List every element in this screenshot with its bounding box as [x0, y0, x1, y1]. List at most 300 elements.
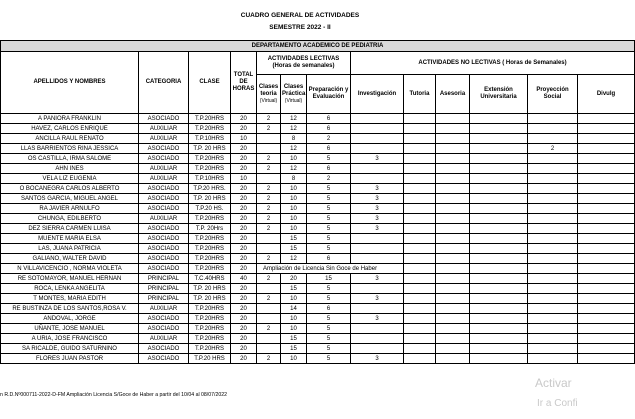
cell-preparacion: 5	[307, 184, 351, 194]
table-row	[1, 244, 635, 254]
cell-proyeccion	[528, 324, 578, 334]
cell-asesoria	[436, 254, 470, 264]
cell-total: 20	[231, 204, 257, 214]
header-proyeccion: Proyección Social	[528, 75, 578, 114]
cell-category: ASOCIADO	[139, 114, 189, 124]
table-row	[1, 314, 635, 324]
cell-name: GALIANO, WALTER DAVID	[1, 254, 139, 264]
cell-category: ASOCIADO	[139, 194, 189, 204]
cell-practica: 10	[281, 154, 307, 164]
cell-tutoria	[404, 194, 436, 204]
cell-preparacion: 5	[307, 284, 351, 294]
cell-proyeccion	[528, 204, 578, 214]
cell-investigacion: 3	[351, 184, 404, 194]
table-row	[1, 334, 635, 344]
cell-teoria: 2	[257, 354, 281, 364]
cell-category: ASOCIADO	[139, 184, 189, 194]
cell-teoria: 2	[257, 164, 281, 174]
cell-category: AUXILIAR	[139, 134, 189, 144]
table-row	[1, 304, 635, 314]
header-divulgacion: Divulg	[578, 75, 635, 114]
header-asesoria: Asesoria	[436, 75, 470, 114]
cell-proyeccion	[528, 294, 578, 304]
cell-asesoria	[436, 324, 470, 334]
cell-extension	[470, 184, 528, 194]
cell-class: T.P.20 HRS	[189, 354, 231, 364]
cell-extension	[470, 114, 528, 124]
cell-class: T.P. 20 HRS	[189, 294, 231, 304]
cell-asesoria	[436, 164, 470, 174]
header-total-hours: TOTAL DE HORAS	[231, 52, 257, 114]
document-title: CUADRO GENERAL DE ACTIVIDADES	[240, 12, 360, 19]
cell-category: PRINCIPAL	[139, 294, 189, 304]
cell-proyeccion	[528, 154, 578, 164]
footnote: n R.D.Nº000711-2022-D-FM Ampliación Licencia S/Goce de Haber a partir del 10/04 al 08/07/2022	[0, 392, 228, 398]
cell-preparacion: 5	[307, 244, 351, 254]
cell-category: AUXILIAR	[139, 214, 189, 224]
cell-class: T.P.10HRS	[189, 134, 231, 144]
cell-name: ANDOVAL, JORGE	[1, 314, 139, 324]
cell-preparacion: 5	[307, 194, 351, 204]
cell-asesoria	[436, 244, 470, 254]
cell-teoria: 2	[257, 194, 281, 204]
cell-tutoria	[404, 244, 436, 254]
cell-extension	[470, 354, 528, 364]
cell-investigacion	[351, 164, 404, 174]
cell-practica: 10	[281, 294, 307, 304]
cell-proyeccion	[528, 214, 578, 224]
cell-practica: 15	[281, 334, 307, 344]
cell-total: 20	[231, 354, 257, 364]
table-row	[1, 154, 635, 164]
cell-tutoria	[404, 274, 436, 284]
cell-total: 40	[231, 274, 257, 284]
cell-total: 20	[231, 244, 257, 254]
cell-extension	[470, 164, 528, 174]
cell-class: T.P.20HRS	[189, 344, 231, 354]
cell-preparacion: 5	[307, 224, 351, 234]
cell-practica: 15	[281, 244, 307, 254]
cell-preparacion: 6	[307, 304, 351, 314]
cell-proyeccion	[528, 314, 578, 324]
activities-table	[0, 40, 635, 364]
cell-investigacion	[351, 344, 404, 354]
cell-tutoria	[404, 324, 436, 334]
cell-proyeccion	[528, 284, 578, 294]
table-row	[1, 344, 635, 354]
cell-teoria	[257, 244, 281, 254]
cell-asesoria	[436, 194, 470, 204]
cell-proyeccion	[528, 354, 578, 364]
cell-teoria	[257, 314, 281, 324]
cell-investigacion: 3	[351, 194, 404, 204]
cell-total: 20	[231, 254, 257, 264]
cell-class: T.P.20 HRS.	[189, 184, 231, 194]
cell-divulgacion	[578, 294, 635, 304]
cell-tutoria	[404, 154, 436, 164]
cell-tutoria	[404, 164, 436, 174]
cell-name: LAS, JUANA PATRICIA	[1, 244, 139, 254]
cell-total: 20	[231, 124, 257, 134]
cell-proyeccion	[528, 164, 578, 174]
cell-preparacion: 6	[307, 254, 351, 264]
cell-category: PRINCIPAL	[139, 274, 189, 284]
header-clases-practica: Clases Práctica (Virtual)	[281, 75, 307, 114]
header-lectivas: ACTIVIDADES LECTIVAS (Horas de semanales)	[257, 52, 351, 75]
cell-extension	[470, 314, 528, 324]
cell-name: AHN INES	[1, 164, 139, 174]
cell-name: T MONTES, MARIA EDITH	[1, 294, 139, 304]
cell-name: MUENTE MARIA ELSA	[1, 234, 139, 244]
cell-proyeccion	[528, 264, 578, 274]
cell-divulgacion	[578, 314, 635, 324]
cell-name: RE SOTOMAYOR, MANUEL HERNAN	[1, 274, 139, 284]
header-investigacion: Investigación	[351, 75, 404, 114]
cell-name: SA RICALDE, GUIDO SATURNINO	[1, 344, 139, 354]
table-row	[1, 274, 635, 284]
cell-total: 20	[231, 234, 257, 244]
cell-total: 20	[231, 214, 257, 224]
cell-practica: 12	[281, 164, 307, 174]
cell-divulgacion	[578, 304, 635, 314]
header-tutoria: Tutoria	[404, 75, 436, 114]
cell-teoria: 2	[257, 184, 281, 194]
table-row	[1, 124, 635, 134]
cell-preparacion: 6	[307, 124, 351, 134]
cell-teoria	[257, 174, 281, 184]
table-row	[1, 264, 635, 274]
cell-investigacion	[351, 254, 404, 264]
cell-practica: 12	[281, 114, 307, 124]
cell-category: ASOCIADO	[139, 354, 189, 364]
cell-class: T.P.20HRS	[189, 324, 231, 334]
cell-teoria	[257, 334, 281, 344]
cell-tutoria	[404, 114, 436, 124]
cell-proyeccion	[528, 234, 578, 244]
cell-name: O BOCANEGRA CARLOS ALBERTO	[1, 184, 139, 194]
header-clases-teoria: Clases teoria (Virtual)	[257, 75, 281, 114]
cell-tutoria	[404, 354, 436, 364]
cell-name: LLAS BARRIENTOS RINA JESSICA	[1, 144, 139, 154]
cell-total: 20	[231, 304, 257, 314]
cell-tutoria	[404, 264, 436, 274]
cell-investigacion: 3	[351, 224, 404, 234]
cell-asesoria	[436, 184, 470, 194]
cell-practica: 15	[281, 284, 307, 294]
cell-class: T.P. 20 HRS	[189, 194, 231, 204]
cell-divulgacion	[578, 344, 635, 354]
cell-investigacion	[351, 334, 404, 344]
cell-total: 20	[231, 324, 257, 334]
cell-tutoria	[404, 124, 436, 134]
cell-preparacion: 5	[307, 334, 351, 344]
cell-divulgacion	[578, 264, 635, 274]
cell-practica: 8	[281, 134, 307, 144]
table-row	[1, 134, 635, 144]
cell-investigacion: 3	[351, 314, 404, 324]
cell-investigacion	[351, 134, 404, 144]
cell-extension	[470, 244, 528, 254]
cell-investigacion	[351, 284, 404, 294]
cell-teoria: 2	[257, 254, 281, 264]
activation-watermark-sub: Ir a Confi	[537, 398, 578, 409]
cell-investigacion	[351, 234, 404, 244]
cell-practica: 10	[281, 224, 307, 234]
cell-divulgacion	[578, 284, 635, 294]
cell-category: ASOCIADO	[139, 154, 189, 164]
cell-practica: 10	[281, 204, 307, 214]
cell-asesoria	[436, 224, 470, 234]
cell-asesoria	[436, 214, 470, 224]
table-row	[1, 214, 635, 224]
cell-category: PRINCIPAL	[139, 284, 189, 294]
cell-category: ASOCIADO	[139, 204, 189, 214]
cell-category: AUXILIAR	[139, 174, 189, 184]
cell-investigacion	[351, 304, 404, 314]
cell-preparacion: 15	[307, 274, 351, 284]
cell-preparacion: 2	[307, 174, 351, 184]
cell-practica: 10	[281, 324, 307, 334]
cell-tutoria	[404, 344, 436, 354]
cell-class: T.P.20HRS	[189, 244, 231, 254]
cell-investigacion	[351, 244, 404, 254]
cell-category: ASOCIADO	[139, 234, 189, 244]
cell-asesoria	[436, 134, 470, 144]
cell-total: 20	[231, 314, 257, 324]
cell-asesoria	[436, 204, 470, 214]
cell-extension	[470, 124, 528, 134]
cell-class: T.P.20HRS	[189, 304, 231, 314]
department-header: DEPARTAMENTO ACADEMICO DE PEDIATRIA	[1, 41, 635, 52]
cell-practica: 14	[281, 304, 307, 314]
table-row	[1, 284, 635, 294]
cell-teoria: 2	[257, 274, 281, 284]
cell-class: T.P. 20 HRS	[189, 144, 231, 154]
cell-extension	[470, 204, 528, 214]
cell-investigacion: 3	[351, 354, 404, 364]
cell-divulgacion	[578, 114, 635, 124]
cell-total: 20	[231, 144, 257, 154]
cell-teoria: 2	[257, 324, 281, 334]
cell-asesoria	[436, 124, 470, 134]
cell-category: ASOCIADO	[139, 254, 189, 264]
cell-extension	[470, 154, 528, 164]
cell-class: T.P.20HRS	[189, 264, 231, 274]
cell-preparacion: 5	[307, 314, 351, 324]
cell-teoria: 2	[257, 204, 281, 214]
header-class: CLASE	[189, 52, 231, 114]
cell-extension	[470, 274, 528, 284]
cell-category: ASOCIADO	[139, 314, 189, 324]
cell-preparacion: 5	[307, 204, 351, 214]
cell-teoria	[257, 144, 281, 154]
cell-proyeccion: 2	[528, 144, 578, 154]
cell-class: T.P.20 HS.	[189, 204, 231, 214]
cell-practica: 20	[281, 274, 307, 284]
cell-teoria: 2	[257, 294, 281, 304]
cell-tutoria	[404, 204, 436, 214]
cell-asesoria	[436, 264, 470, 274]
cell-total: 20	[231, 264, 257, 274]
cell-investigacion: 3	[351, 154, 404, 164]
cell-name: FLORES JUAN PASTOR	[1, 354, 139, 364]
header-preparacion: Preparación y Evaluación	[307, 75, 351, 114]
cell-category: ASOCIADO	[139, 224, 189, 234]
cell-preparacion: 2	[307, 134, 351, 144]
cell-proyeccion	[528, 274, 578, 284]
cell-extension	[470, 134, 528, 144]
cell-proyeccion	[528, 334, 578, 344]
cell-teoria: 2	[257, 224, 281, 234]
cell-teoria	[257, 284, 281, 294]
cell-preparacion: 5	[307, 214, 351, 224]
cell-class: T.P.20HRS	[189, 124, 231, 134]
cell-category: AUXILIAR	[139, 334, 189, 344]
cell-practica: 8	[281, 174, 307, 184]
cell-name: VELA LIZ EUGENIA	[1, 174, 139, 184]
cell-name: UÑANTE, JOSE MANUEL	[1, 324, 139, 334]
cell-proyeccion	[528, 304, 578, 314]
cell-extension	[470, 264, 528, 274]
cell-practica: 10	[281, 314, 307, 324]
cell-divulgacion	[578, 204, 635, 214]
cell-asesoria	[436, 334, 470, 344]
cell-total: 20	[231, 194, 257, 204]
cell-tutoria	[404, 304, 436, 314]
cell-category: AUXILIAR	[139, 124, 189, 134]
cell-teoria	[257, 344, 281, 354]
cell-investigacion: 3	[351, 204, 404, 214]
cell-tutoria	[404, 174, 436, 184]
cell-divulgacion	[578, 354, 635, 364]
cell-asesoria	[436, 114, 470, 124]
cell-investigacion	[351, 144, 404, 154]
cell-total: 20	[231, 164, 257, 174]
table-row	[1, 234, 635, 244]
cell-class: T.P. 20 HRS	[189, 284, 231, 294]
cell-tutoria	[404, 144, 436, 154]
cell-name: SANTOS GARCIA, MIGUEL ANGEL	[1, 194, 139, 204]
cell-tutoria	[404, 254, 436, 264]
cell-extension	[470, 174, 528, 184]
cell-divulgacion	[578, 184, 635, 194]
cell-investigacion: 3	[351, 274, 404, 284]
cell-tutoria	[404, 224, 436, 234]
cell-name: HAVEZ, CARLOS ENRIQUE	[1, 124, 139, 134]
cell-practica: 15	[281, 234, 307, 244]
cell-divulgacion	[578, 194, 635, 204]
cell-total: 20	[231, 184, 257, 194]
cell-proyeccion	[528, 254, 578, 264]
activation-watermark: Activar	[535, 376, 572, 390]
cell-preparacion: 6	[307, 114, 351, 124]
cell-asesoria	[436, 344, 470, 354]
cell-asesoria	[436, 354, 470, 364]
cell-teoria: 2	[257, 114, 281, 124]
cell-class: T.P.10HRS	[189, 174, 231, 184]
table-row	[1, 254, 635, 264]
cell-name: A URIA, JOSE FRANCISCO	[1, 334, 139, 344]
cell-extension	[470, 344, 528, 354]
cell-teoria	[257, 234, 281, 244]
cell-preparacion: 5	[307, 354, 351, 364]
cell-practica: 12	[281, 254, 307, 264]
cell-divulgacion	[578, 164, 635, 174]
cell-teoria: 2	[257, 124, 281, 134]
cell-category: AUXILIAR	[139, 304, 189, 314]
cell-proyeccion	[528, 134, 578, 144]
cell-proyeccion	[528, 344, 578, 354]
cell-divulgacion	[578, 254, 635, 264]
cell-total: 20	[231, 344, 257, 354]
header-name: APELLIDOS Y NOMBRES	[1, 52, 139, 114]
cell-extension	[470, 214, 528, 224]
cell-practica: 10	[281, 194, 307, 204]
cell-category: ASOCIADO	[139, 264, 189, 274]
cell-proyeccion	[528, 174, 578, 184]
cell-tutoria	[404, 184, 436, 194]
table-row	[1, 354, 635, 364]
header-category: CATEGORIA	[139, 52, 189, 114]
cell-asesoria	[436, 274, 470, 284]
cell-practica: 15	[281, 344, 307, 354]
cell-practica: 10	[281, 184, 307, 194]
cell-name: ANCILLA RAUL RENATO	[1, 134, 139, 144]
cell-class: T.P.20HRS	[189, 334, 231, 344]
cell-class: T.P.20HRS	[189, 234, 231, 244]
cell-name: CHUNGA, EDILBERTO	[1, 214, 139, 224]
cell-class: T.P.20HRS	[189, 164, 231, 174]
cell-class: T.P.20HRS	[189, 114, 231, 124]
cell-teoria	[257, 134, 281, 144]
cell-proyeccion	[528, 224, 578, 234]
cell-divulgacion	[578, 244, 635, 254]
cell-category: ASOCIADO	[139, 324, 189, 334]
cell-investigacion	[351, 324, 404, 334]
cell-tutoria	[404, 294, 436, 304]
cell-asesoria	[436, 314, 470, 324]
table-row	[1, 294, 635, 304]
cell-preparacion: 5	[307, 324, 351, 334]
header-extension: Extensión Universitaria	[470, 75, 528, 114]
cell-divulgacion	[578, 174, 635, 184]
cell-asesoria	[436, 234, 470, 244]
cell-preparacion: 5	[307, 234, 351, 244]
cell-name: RA JAVIER ARNULFO	[1, 204, 139, 214]
cell-investigacion: 3	[351, 214, 404, 224]
cell-preparacion: 5	[307, 344, 351, 354]
cell-total: 10	[231, 174, 257, 184]
cell-extension	[470, 224, 528, 234]
cell-preparacion: 5	[307, 294, 351, 304]
cell-investigacion	[351, 124, 404, 134]
cell-class: T.P. 20Hrs	[189, 224, 231, 234]
table-row	[1, 144, 635, 154]
cell-total: 20	[231, 334, 257, 344]
table-row	[1, 224, 635, 234]
cell-class: T.P.20HRS	[189, 314, 231, 324]
cell-asesoria	[436, 144, 470, 154]
cell-asesoria	[436, 284, 470, 294]
cell-name: A PANIORA FRANKLIN	[1, 114, 139, 124]
cell-category: AUXILIAR	[139, 164, 189, 174]
header-no-lectivas: ACTIVIDADES NO LECTIVAS ( Horas de Semanales)	[351, 52, 635, 75]
cell-total: 20	[231, 114, 257, 124]
cell-investigacion: 3	[351, 294, 404, 304]
cell-tutoria	[404, 284, 436, 294]
cell-total: 20	[231, 294, 257, 304]
cell-extension	[470, 304, 528, 314]
